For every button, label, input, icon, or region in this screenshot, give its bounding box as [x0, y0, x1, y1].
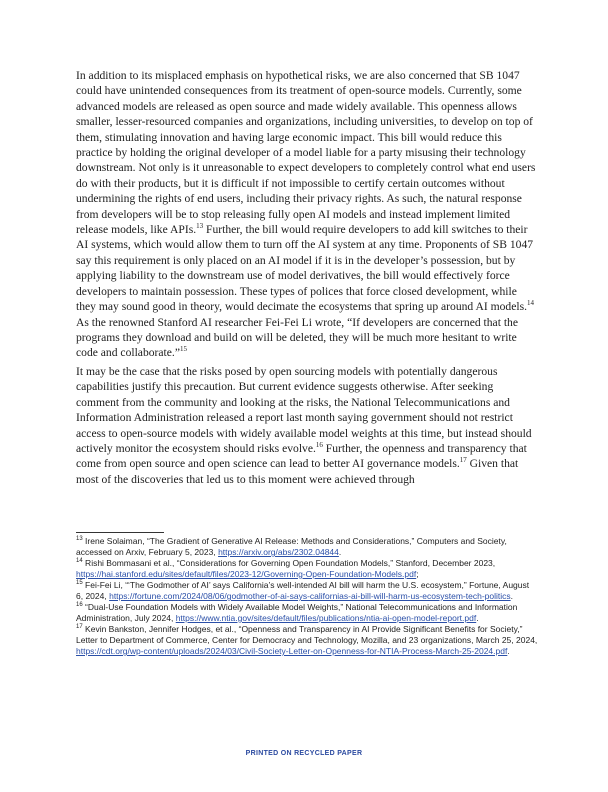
paragraph-text: Given that most of the discoveries that led us to this moment were achieved through — [76, 457, 519, 486]
footnote-link[interactable]: https://www.ntia.gov/sites/default/files/publications/ntia-ai-open-model-report.pdf — [175, 613, 477, 623]
footnote-text: Kevin Bankston, Jennifer Hodges, et al., “Openness and Transparency in AI Provide Significant Benefits for Society,” Letter to Department of Commerce, Center for Democracy and Technology, Mozilla, and 23 organizations, March 25, 2024, — [76, 624, 538, 645]
paragraph-text: Further, the bill would require developers to add kill switches to their AI systems, which would allow them to turn off the AI system at any time. Proponents of SB 1047 say this requirement is only placed on an AI model if it is in the developer’s possession, but by applying liability to the downstream use of model derivatives, the bill would effectively force developers to maintain possession. These types of polices that force closed development, while they may sound good in theory, would decimate the ecosystems that spring up around AI models. — [76, 223, 534, 314]
footnote-number: 17 — [76, 624, 83, 631]
footnote-punct: . — [507, 646, 510, 656]
body-paragraph-evidence — [76, 364, 538, 487]
footnote-ref: 14 — [527, 299, 535, 308]
footnote-number: 14 — [76, 558, 83, 565]
footnote-ref: 15 — [179, 345, 187, 354]
footnote-text: Rishi Bommasani et al., “Considerations for Governing Open Foundation Models,” Stanford, December 2023, — [82, 558, 496, 568]
footnote-link[interactable]: https://arxiv.org/abs/2302.04844 — [218, 547, 339, 557]
body-paragraph-open-source — [76, 68, 538, 361]
footnote-ref: 17 — [459, 456, 467, 465]
footnote-number: 15 — [76, 580, 83, 587]
paragraph-text: Further, the openness and transparency that come from open source and open science can lead to better AI governance models. — [76, 442, 527, 471]
footnote-link[interactable]: https://hai.stanford.edu/sites/default/files/2023-12/Governing-Open-Foundation-Models.pdf — [76, 569, 417, 579]
footnote-link[interactable]: https://cdt.org/wp-content/uploads/2024/03/Civil-Society-Letter-on-Openness-for-NTIA-Process-March-25-2024.pdf — [76, 646, 508, 656]
footnotes — [76, 536, 538, 657]
footnote-text: Irene Solaiman, “The Gradient of Generative AI Release: Methods and Considerations,” Computers and Society, accessed on Arxiv, February 5, 2023, — [76, 536, 507, 557]
footnote-17 — [76, 624, 538, 657]
paragraph-text: In addition to its misplaced emphasis on hypothetical risks, we are also concerned that SB 1047 could have unintended consequences from its treatment of open-source models. Currently, some advanced models are released as open source and made widely available. This openness allows smaller, lesser-resourced companies and organizations, including universities, to develop on top of them, stimulating innovation and having large economic impact. This bill would reduce this practice by holding the original developer of a model liable for a party misusing their technology downstream. Not only is it unreasonable to expect developers to completely control what end users do with their products, but it is difficult if not impossible to certify certain outcomes without undermining the rights of end users, including their privacy rights. As such, the natural response from developers will be to stop releasing fully open AI models and instead implement limited release models, like APIs. — [76, 69, 536, 237]
footnote-14 — [76, 558, 538, 580]
recycled-paper-notice: PRINTED ON RECYCLED PAPER — [245, 750, 363, 757]
footnote-divider — [76, 532, 164, 533]
footnote-13 — [76, 536, 538, 558]
footnote-punct: . — [510, 591, 514, 601]
footnote-link[interactable]: https://fortune.com/2024/08/06/godmother-of-ai-says-californias-ai-bill-will-harm-us-ecosystem-tech-politics — [109, 591, 511, 601]
footnote-number: 13 — [76, 536, 83, 543]
footnote-text: Fei-Fei Li, “‘The Godmother of AI’ says California’s well-intended AI bill will harm the U.S. ecosystem,” Fortune, August 6, 2024, — [76, 580, 530, 601]
footnote-16 — [76, 602, 538, 624]
footnote-ref: 16 — [315, 441, 323, 450]
footnote-punct: . — [338, 547, 342, 557]
footnote-ref: 13 — [196, 222, 204, 231]
footnote-punct: ; — [416, 569, 419, 579]
footnote-15 — [76, 580, 538, 602]
footnote-number: 16 — [76, 602, 83, 609]
footnote-text: “Dual-Use Foundation Models with Widely Available Model Weights,” National Telecommunications and Information Administration, July 2024, — [76, 602, 518, 623]
paragraph-text: As the renowned Stanford AI researcher Fei-Fei Li wrote, “If developers are concerned that the programs they download and build on will be deleted, they will be much more hesitant to write code and collaborate.” — [76, 315, 518, 360]
paragraph-text: It may be the case that the risks posed by open sourcing models with potentially dangerous capabilities justify this precaution. But current evidence suggests otherwise. After seeking comment from the community and looking at the risks, the National Telecommunications and Information Administration released a report last month saying government should not restrict access to open-source models with widely available model weights at this time, but instead should actively monitor the ecosystem should risks evolve. — [76, 365, 532, 456]
footnote-punct: . — [476, 613, 479, 623]
